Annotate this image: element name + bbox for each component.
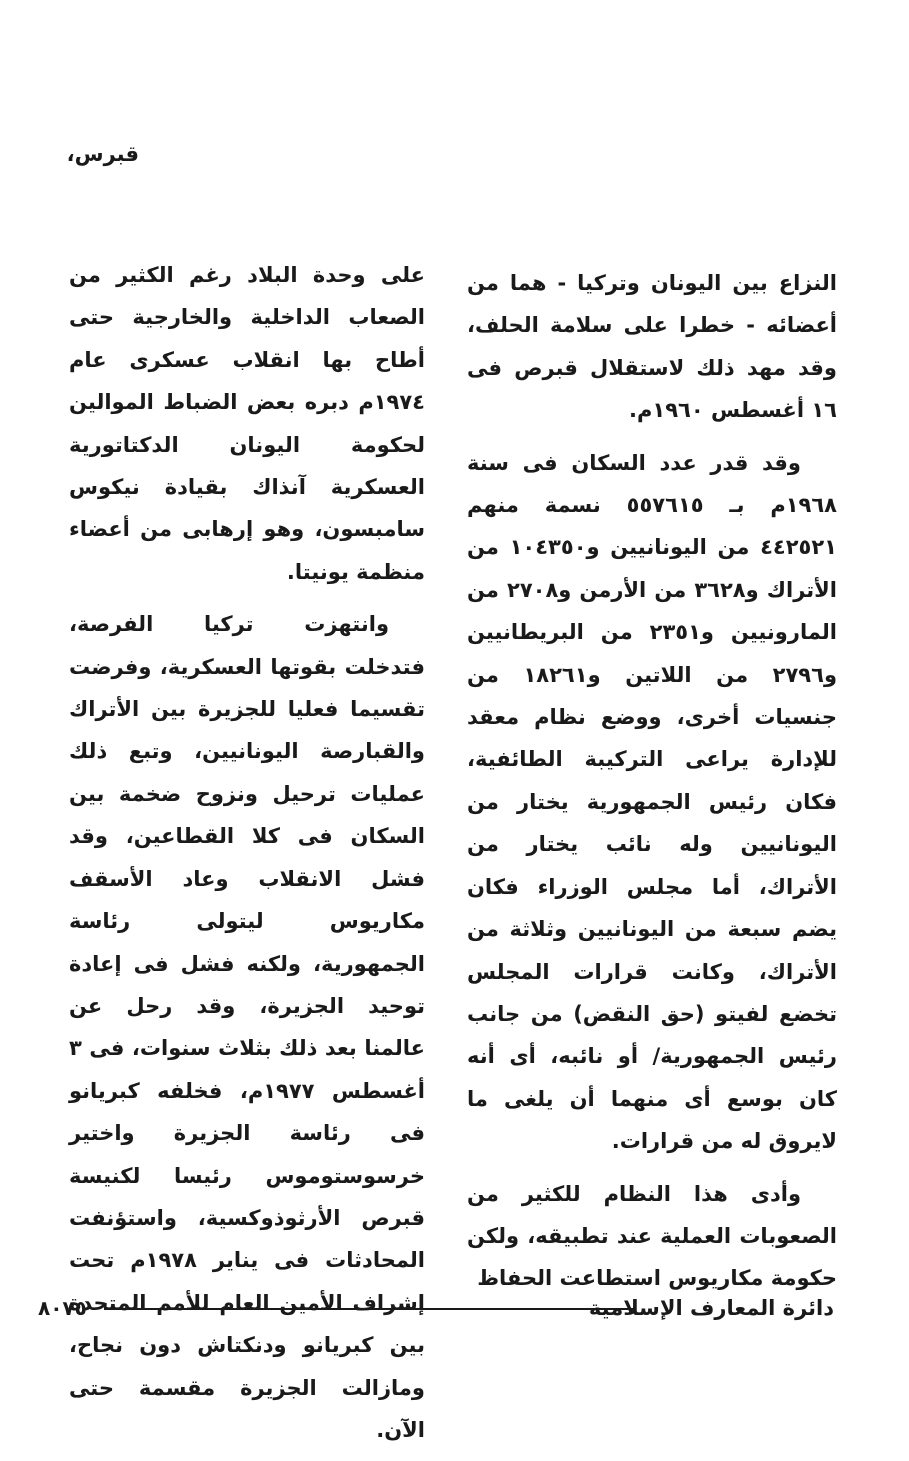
paragraph: وأدى هذا النظام للكثير من الصعوبات العملية عند تطبيقه، ولكن حكومة مكاريوس استطاعت الحفاظ [467, 1181, 837, 1291]
paragraph: وقد قدر عدد السكان فى سنة ١٩٦٨م بـ ٥٥٧٦١٥ نسمة منهم ٤٤٢٥٢١ من اليونانيين و١٠٤٣٥٠ من الأتراك و٣٦٢٨ من الأرمن و٢٧٠٨ من المارونيين و٢٣٥١ من البريطانيين و٢٧٩٦ من اللاتين و١٨٢٦١ من جنسيات أخرى، ووضع نظام معقد للإدارة يراعى التركيبة الطائفية، فكان رئيس الجمهورية يختار من اليونانيين وله نائب يختار من الأتراك، أما مجلس الوزراء فكان يضم سبعة من اليونانيين وثلاثة من الأتراك، وكانت قرارات المجلس تخضع لفيتو (حق النقض) من جانب رئيس الجمهورية/ أو نائبه، أى أنه كان بوسع أى منهما أن يلغى ما لايروق له من قرارات. [467, 450, 837, 1154]
paragraph: النزاع بين اليونان وتركيا - هما من أعضائه - خطرا على سلامة الحلف، وقد مهد ذلك لاستقلال قبرص فى ١٦ أغسطس ١٩٦٠م. [467, 271, 837, 423]
page-footer [38, 1296, 834, 1326]
right-column [467, 262, 837, 1310]
paragraph: على وحدة البلاد رغم الكثير من الصعاب الداخلية والخارجية حتى أطاح بها انقلاب عسكرى عام ١٩٧٤م دبره بعض الضباط الموالين لحكومة اليونان الدكتاتورية العسكرية آنذاك بقيادة نيكوس سامبسون، وهو إرهابى من أعضاء منظمة يونيتا. [69, 263, 425, 584]
page-number: ٨٠٧٥ [38, 1296, 87, 1320]
book-title: دائرة المعارف الإسلامية [588, 1296, 834, 1320]
running-head: قبرس، [66, 142, 139, 166]
left-column [69, 254, 425, 1461]
footer-divider [104, 1308, 634, 1310]
paragraph: وانتهزت تركيا الفرصة، فتدخلت بقوتها العسكرية، وفرضت تقسيما فعليا للجزيرة بين الأتراك والقبارصة اليونانيين، وتبع ذلك عمليات ترحيل ونزوح ضخمة بين السكان فى كلا القطاعين، وقد فشل الانقلاب وعاد الأسقف مكاريوس ليتولى رئاسة الجمهورية، ولكنه فشل فى إعادة توحيد الجزيرة، وقد رحل عن عالمنا بعد ذلك بثلاث سنوات، فى ٣ أغسطس ١٩٧٧م، فخلفه كبريانو فى رئاسة الجزيرة واختير خرسوستوموس رئيسا لكنيسة قبرص الأرثوذوكسية، واستؤنفت المحادثات فى يناير ١٩٧٨م تحت إشراف الأمين العام للأمم المتحدة بين كبريانو ودنكتاش دون نجاح، ومازالت الجزيرة مقسمة حتى الآن. [69, 612, 426, 1442]
